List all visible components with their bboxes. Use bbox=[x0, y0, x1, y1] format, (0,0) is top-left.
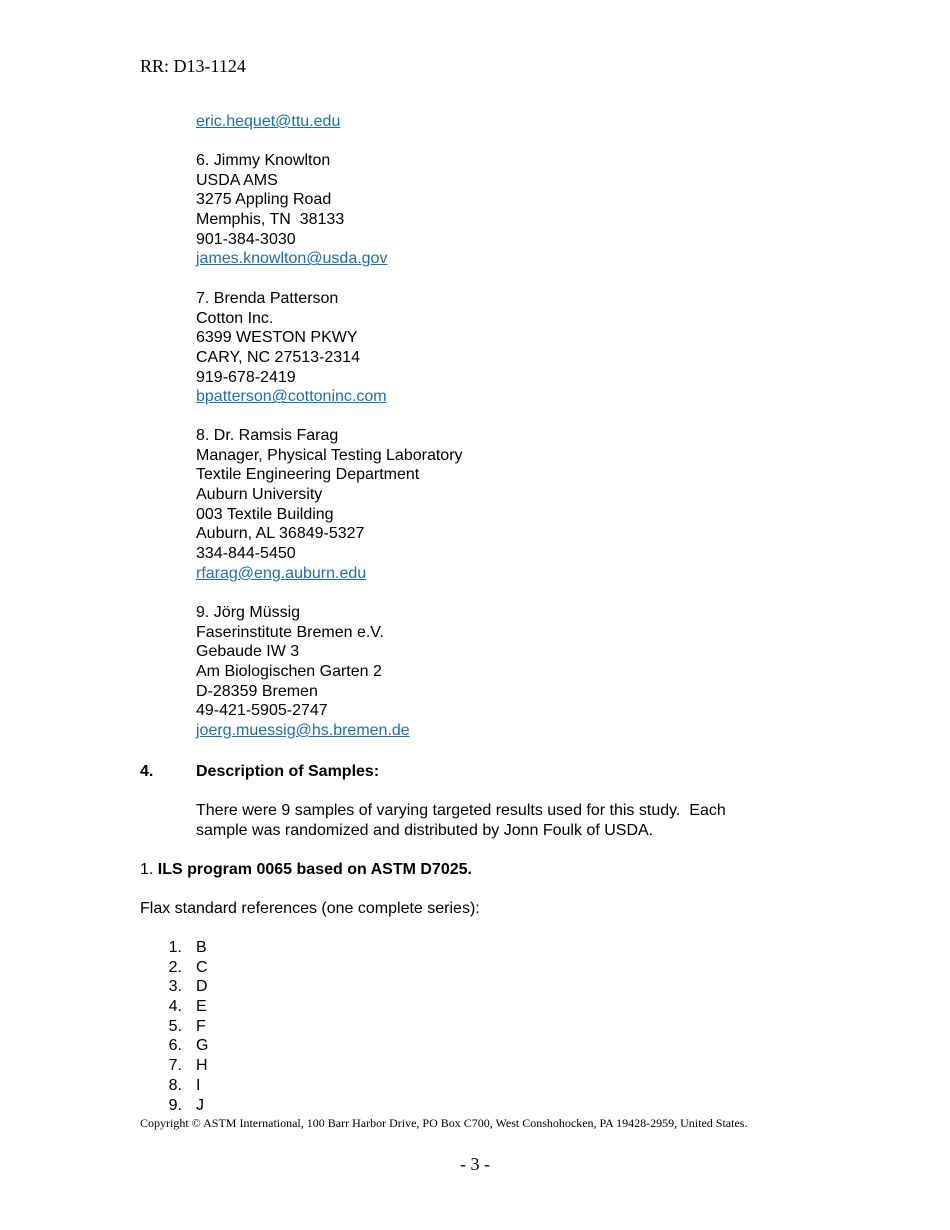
email-link-farag[interactable]: rfarag@eng.auburn.edu bbox=[196, 564, 367, 582]
contact-phone: 901-384-3030 bbox=[196, 230, 296, 248]
section-number: 4. bbox=[140, 763, 154, 780]
contact-phone: 334-844-5450 bbox=[196, 545, 296, 563]
ils-program-heading bbox=[140, 860, 472, 880]
contact-building: Gebaude IW 3 bbox=[196, 643, 300, 661]
contact-name: 9. Jörg Müssig bbox=[196, 604, 301, 621]
contact-city: CARY, NC 27513-2314 bbox=[196, 349, 360, 367]
contact-org: USDA AMS bbox=[196, 171, 278, 189]
email-link-muessig[interactable]: joerg.muessig@hs.bremen.de bbox=[196, 722, 410, 740]
contact-street: 3275 Appling Road bbox=[196, 191, 332, 209]
contact-street: 6399 WESTON PKWY bbox=[196, 329, 358, 347]
contact-phone: 919-678-2419 bbox=[196, 368, 296, 386]
contact-department: Textile Engineering Department bbox=[196, 466, 420, 484]
section-4-heading bbox=[140, 762, 379, 782]
contact-8 bbox=[196, 426, 463, 584]
description-line-2: sample was randomized and distributed by Jonn Foulk of USDA. bbox=[196, 821, 654, 839]
contact-street: 003 Textile Building bbox=[196, 505, 334, 523]
contact-9 bbox=[196, 603, 410, 741]
contact-continued bbox=[196, 112, 340, 132]
report-id-header: RR: D13-1124 bbox=[140, 56, 246, 76]
contact-city: Memphis, TN 38133 bbox=[196, 211, 345, 229]
contact-name: 6. Jimmy Knowlton bbox=[196, 152, 331, 169]
list-item: 6. G bbox=[168, 1037, 209, 1055]
list-item: 8. I bbox=[168, 1076, 201, 1094]
list-item: 4. E bbox=[168, 998, 207, 1016]
contact-org: Cotton Inc. bbox=[196, 309, 274, 327]
list-item: 7. H bbox=[168, 1057, 208, 1075]
ils-number: 1. bbox=[140, 861, 158, 878]
contact-name: 7. Brenda Patterson bbox=[196, 290, 339, 307]
list-item: 2. C bbox=[168, 958, 208, 976]
contact-org: Auburn University bbox=[196, 486, 323, 504]
flax-references-heading: Flax standard references (one complete series): bbox=[140, 900, 480, 917]
contact-title: Manager, Physical Testing Laboratory bbox=[196, 446, 463, 464]
list-item: 1. B bbox=[168, 939, 207, 956]
email-link-patterson[interactable]: bpatterson@cottoninc.com bbox=[196, 388, 387, 406]
flax-reference-list bbox=[140, 938, 208, 1115]
list-item: 3. D bbox=[168, 978, 208, 996]
contact-name: 8. Dr. Ramsis Farag bbox=[196, 427, 339, 444]
contact-street: Am Biologischen Garten 2 bbox=[196, 663, 382, 681]
copyright-notice: Copyright © ASTM International, 100 Barr Harbor Drive, PO Box C700, West Conshohocken, PA 19428-2959, United States. bbox=[140, 1116, 748, 1130]
email-link-knowlton[interactable]: james.knowlton@usda.gov bbox=[196, 250, 388, 268]
email-link-hequet[interactable]: eric.hequet@ttu.edu bbox=[196, 113, 341, 130]
list-item: 9. J bbox=[168, 1096, 204, 1114]
description-line-1: There were 9 samples of varying targeted results used for this study. Each bbox=[196, 802, 726, 819]
ils-title: ILS program 0065 based on ASTM D7025. bbox=[157, 861, 472, 878]
contact-city: Auburn, AL 36849-5327 bbox=[196, 525, 365, 543]
contact-org: Faserinstitute Bremen e.V. bbox=[196, 623, 384, 641]
contact-city: D-28359 Bremen bbox=[196, 682, 318, 700]
contact-phone: 49-421-5905-2747 bbox=[196, 702, 328, 720]
contact-6 bbox=[196, 151, 387, 269]
page-number: - 3 - bbox=[460, 1154, 490, 1174]
list-item: 5. F bbox=[168, 1017, 206, 1035]
section-title: Description of Samples: bbox=[196, 763, 380, 780]
section-4-description bbox=[196, 801, 726, 840]
contact-7 bbox=[196, 289, 387, 407]
